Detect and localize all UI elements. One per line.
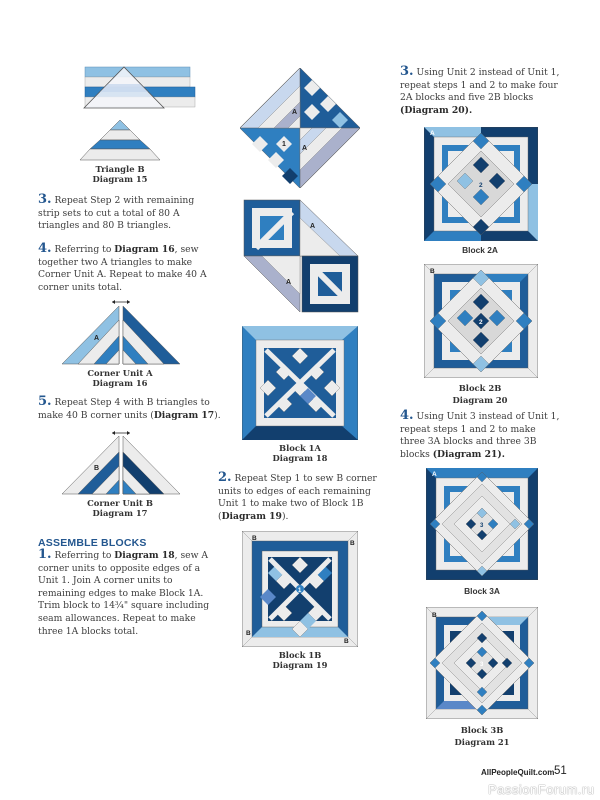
unit-label: A <box>286 279 292 286</box>
caption-diagram: Diagram 21 <box>454 737 510 747</box>
unit-label: 1 <box>282 141 286 148</box>
caption-diagram: Diagram 19 <box>272 660 328 670</box>
unit-label: A <box>94 335 100 342</box>
caption-diagram: Diagram 16 <box>92 378 148 388</box>
step-number: 5. <box>38 394 52 409</box>
footer-site-link[interactable]: AllPeopleQuilt.com <box>481 768 555 777</box>
step-text: Repeat Step 1 to sew B corner units to edges of each remaining Unit 1 to make two of Block 1B ( <box>218 473 377 522</box>
corner-unit-a-diagram <box>60 298 182 366</box>
unit-label: 2 <box>479 319 483 326</box>
unit-label: A <box>292 109 298 116</box>
corner-label: B <box>350 540 355 547</box>
diagram17-caption <box>70 498 170 518</box>
step-text: ). <box>281 510 289 522</box>
step-text: Referring to <box>54 550 115 561</box>
block-3a-diagram <box>426 468 538 580</box>
caption-title: Block 1B <box>278 650 322 660</box>
unit-label: 3 <box>480 523 484 529</box>
step-text: Repeat Step 2 with remaining strip sets to cut a total of 80 A triangles and 80 B triangles. <box>38 195 195 232</box>
block-2a-caption: Block 2A <box>462 245 498 255</box>
diagram19-caption <box>250 650 350 670</box>
watermark: PassionForum.ru <box>488 782 595 797</box>
corner-label: A <box>432 471 437 478</box>
step-number: 4. <box>38 241 52 256</box>
caption-title: Corner Unit B <box>87 498 153 508</box>
block-3b-diagram <box>426 607 538 719</box>
caption-title: Triangle B <box>95 164 145 174</box>
diagram-reference: Diagram 16 <box>114 244 175 255</box>
unit-label: 3 <box>480 662 484 668</box>
step-text: , sew together two A triangles to make Corner Unit A. Repeat to make 40 A corner units total. <box>38 244 207 293</box>
step-text: Using Unit 3 instead of Unit 1, repeat steps 1 and 2 to make three 3A blocks and three 3B blocks <box>400 411 560 460</box>
corner-label: B <box>432 612 437 619</box>
strip-set-diagram <box>40 64 200 112</box>
step-text: Repeat Step 4 with B triangles to make 40 B corner units ( <box>38 397 210 421</box>
diagram-reference: Diagram 18 <box>114 550 175 561</box>
step-text: Using Unit 2 instead of Unit 1, repeat steps 1 and 2 to make four 2A blocks and five 2B blocks <box>400 67 560 104</box>
assemble-blocks-heading: ASSEMBLE BLOCKS <box>38 537 147 549</box>
unit-label: A <box>302 145 308 152</box>
corner-label: A <box>430 130 435 137</box>
corner-label: B <box>252 535 257 542</box>
diagram-reference: (Diagram 21). <box>432 448 505 460</box>
step-text: Referring to <box>54 244 115 255</box>
step-number: 3. <box>38 192 52 207</box>
caption-title: Corner Unit A <box>87 368 153 378</box>
caption-diagram: Diagram 17 <box>92 508 148 518</box>
corner-unit-b-diagram <box>60 430 182 496</box>
corner-label: B <box>344 638 349 645</box>
unit-label: B <box>94 465 100 472</box>
step-text: ). <box>214 409 221 421</box>
triangle-b-diagram <box>78 118 162 162</box>
caption-title: Block 1A <box>279 443 321 453</box>
step-text: , sew A corner units to opposite edges of a Unit 1. Join A corner units to remaining edges to make Block 1A. Trim block to 14¾" square including seam allowances. Repeat to make three 1A blocks total. <box>38 550 210 637</box>
step-number: 2. <box>218 470 232 485</box>
block-2a-diagram <box>424 127 538 241</box>
caption-title: Block 2B <box>458 383 502 393</box>
step-number: 4. <box>400 408 414 423</box>
diagram-reference: Diagram 19 <box>221 510 282 522</box>
assemble-step-3-paragraph <box>400 66 560 117</box>
assemble-step-1-paragraph <box>38 549 220 638</box>
step-5-paragraph <box>38 396 223 422</box>
diagram-reference: Diagram 17 <box>153 409 215 421</box>
diagram20-caption <box>430 382 530 406</box>
block-3a-caption: Block 3A <box>464 586 500 596</box>
block-1a-diagram <box>242 326 358 440</box>
unit-label: A <box>310 223 316 230</box>
diagram15-caption <box>70 164 170 184</box>
step-3-paragraph <box>38 194 218 233</box>
step-number: 1. <box>38 547 52 562</box>
caption-diagram: Diagram 20 <box>452 395 508 405</box>
block-2b-diagram <box>424 264 538 378</box>
unit-label: 2 <box>479 182 483 189</box>
assemble-step-4-paragraph <box>400 410 560 461</box>
block-1a-assembly-step2-diagram <box>242 198 360 314</box>
diagram16-caption <box>70 368 170 388</box>
block-1a-assembly-step1-diagram <box>240 68 360 188</box>
caption-diagram: Diagram 18 <box>272 453 328 463</box>
corner-label: B <box>246 630 251 637</box>
block-1b-diagram <box>242 531 358 647</box>
diagram21-caption <box>432 724 532 748</box>
diagram-reference: (Diagram 20). <box>400 104 473 116</box>
corner-label: B <box>430 268 435 275</box>
unit-label: 1 <box>298 588 302 594</box>
caption-diagram: Diagram 15 <box>92 174 148 184</box>
caption-title: Block 3B <box>460 725 504 735</box>
step-number: 3. <box>400 64 414 79</box>
step-4-paragraph <box>38 243 218 294</box>
diagram18-caption <box>250 443 350 463</box>
assemble-step-2-paragraph <box>218 472 378 523</box>
page-number: 51 <box>554 765 567 777</box>
